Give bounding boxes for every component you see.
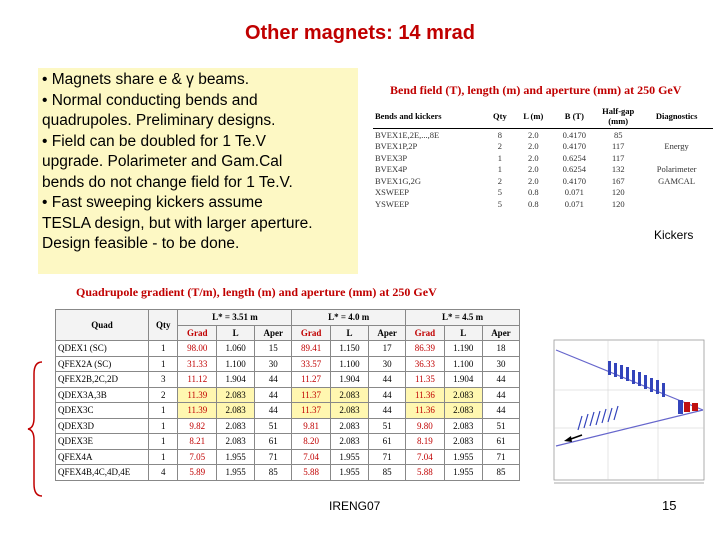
bend-table-cell: YSWEEP bbox=[375, 198, 409, 209]
quad-table-cell: 44 bbox=[255, 403, 292, 419]
bend-table-cell: 117 bbox=[611, 152, 625, 163]
quad-sub-header: L bbox=[330, 325, 368, 341]
bend-table-cell: 132 bbox=[611, 164, 625, 175]
quad-table-cell: 1 bbox=[149, 418, 178, 434]
quad-table-row bbox=[56, 465, 520, 481]
quad-table-cell: 61 bbox=[482, 434, 519, 450]
quad-table-cell: 1 bbox=[149, 449, 178, 465]
quad-table-cell: 1 bbox=[149, 356, 178, 372]
bend-table-cell: BVEX1P,2P bbox=[375, 141, 418, 152]
bend-table-cell: GAMCAL bbox=[658, 175, 696, 186]
bend-header-cell: L (m) bbox=[514, 104, 552, 129]
bend-table-cell: 5 bbox=[497, 187, 503, 198]
quad-table-cell: 71 bbox=[482, 449, 519, 465]
quad-table-row bbox=[56, 449, 520, 465]
quad-table-cell: 4 bbox=[149, 465, 178, 481]
quad-table-cell: QFEX2A (SC) bbox=[56, 356, 149, 372]
quad-table-row bbox=[56, 418, 520, 434]
quad-table-cell: 11.36 bbox=[406, 403, 445, 419]
quad-table-cell: 7.05 bbox=[178, 449, 217, 465]
bend-table-cell bbox=[640, 198, 713, 210]
bend-table-row bbox=[373, 141, 713, 153]
quad-table-cell: 2.083 bbox=[217, 403, 255, 419]
quad-group-header: L* = 4.0 m bbox=[292, 310, 406, 326]
quad-table-cell: QFEX4B,4C,4D,4E bbox=[56, 465, 149, 481]
quad-table-cell: 8.21 bbox=[178, 434, 217, 450]
quad-table-row bbox=[56, 341, 520, 357]
quad-table-row bbox=[56, 387, 520, 403]
quad-table-cell: 2.083 bbox=[217, 387, 255, 403]
quad-table-cell: 1.955 bbox=[330, 449, 368, 465]
quad-table-cell: 30 bbox=[482, 356, 519, 372]
bend-table-cell: BVEX3P bbox=[375, 152, 408, 163]
quad-table-cell: 1.955 bbox=[444, 449, 482, 465]
quad-table-row bbox=[56, 356, 520, 372]
bend-table-cell: 0.4170 bbox=[562, 141, 587, 152]
quad-table-cell: 9.80 bbox=[406, 418, 445, 434]
quad-sub-header: Aper bbox=[369, 325, 406, 341]
bend-table-cell: Energy bbox=[664, 141, 689, 152]
bend-table-cell: BVEX1E,2E,...,8E bbox=[375, 129, 440, 140]
quad-sub-header: Grad bbox=[178, 325, 217, 341]
quad-table-cell: 1.904 bbox=[444, 372, 482, 388]
quad-table-cell: 2.083 bbox=[330, 418, 368, 434]
bend-table-cell: 2 bbox=[497, 141, 503, 152]
bend-table-title: Bend field (T), length (m) and aperture (mm) at 250 GeV bbox=[390, 83, 682, 97]
bend-table-cell: 0.6254 bbox=[562, 152, 587, 163]
quad-table-cell: 5.89 bbox=[178, 465, 217, 481]
quad-table-cell: 17 bbox=[369, 341, 406, 357]
quad-table-cell: 11.12 bbox=[178, 372, 217, 388]
quad-table-cell: 44 bbox=[369, 372, 406, 388]
quad-table-cell: 11.39 bbox=[178, 403, 217, 419]
quad-table-cell: 61 bbox=[369, 434, 406, 450]
bend-header-cell: Qty bbox=[486, 104, 514, 129]
quad-table-cell: 1.060 bbox=[217, 341, 255, 357]
bend-table-cell: 167 bbox=[611, 175, 625, 186]
quad-table-cell: 9.82 bbox=[178, 418, 217, 434]
quad-table-cell: 11.36 bbox=[406, 387, 445, 403]
quad-table-cell: 11.37 bbox=[292, 387, 331, 403]
quad-table-cell: 98.00 bbox=[178, 341, 217, 357]
quad-table-cell: QDEX1 (SC) bbox=[56, 341, 149, 357]
quad-table-cell: 1.955 bbox=[217, 465, 255, 481]
quad-table-cell: QDEX3E bbox=[56, 434, 149, 450]
quad-table-cell: 44 bbox=[482, 387, 519, 403]
quad-table-cell: 8.20 bbox=[292, 434, 331, 450]
bend-table-row bbox=[373, 129, 713, 141]
note-line: • Fast sweeping kickers assume bbox=[42, 194, 263, 211]
quad-table-cell: 44 bbox=[482, 403, 519, 419]
quad-sub-header: Grad bbox=[292, 325, 331, 341]
quad-table-cell: 44 bbox=[255, 387, 292, 403]
note-line: quadrupoles. Preliminary designs. bbox=[42, 112, 276, 129]
note-line: bends do not change field for 1 Te.V. bbox=[42, 173, 293, 191]
bend-table-cell: 0.8 bbox=[527, 198, 539, 209]
note-line: • Magnets share e & γ beams. bbox=[42, 71, 250, 88]
quad-sub-header: Grad bbox=[406, 325, 445, 341]
note-line: TESLA design, but with larger aperture. bbox=[42, 214, 313, 232]
quad-table-cell: 71 bbox=[369, 449, 406, 465]
bend-header-cell: Diagnostics bbox=[640, 104, 713, 129]
quad-sub-header: Aper bbox=[255, 325, 292, 341]
note-line: upgrade. Polarimeter and Gam.Cal bbox=[42, 153, 283, 170]
bend-table-cell: 0.071 bbox=[564, 187, 584, 198]
quad-table-cell: 85 bbox=[369, 465, 406, 481]
quad-table-cell: QDEX3D bbox=[56, 418, 149, 434]
quad-table-cell: 3 bbox=[149, 372, 178, 388]
quad-table-cell: 31.33 bbox=[178, 356, 217, 372]
bend-table-cell: 0.4170 bbox=[562, 129, 587, 140]
quad-table-cell: 33.57 bbox=[292, 356, 331, 372]
bend-table-cell: 2.0 bbox=[527, 175, 539, 186]
brace-icon bbox=[26, 360, 44, 498]
bend-table-cell: 8 bbox=[497, 129, 503, 140]
bend-table-cell: 0.8 bbox=[527, 187, 539, 198]
quad-table-cell: 2.083 bbox=[444, 418, 482, 434]
bend-table-row bbox=[373, 164, 713, 176]
quad-table-cell: 11.35 bbox=[406, 372, 445, 388]
quad-table-cell: QDEX3A,3B bbox=[56, 387, 149, 403]
quad-table-cell: 11.37 bbox=[292, 403, 331, 419]
quad-table-cell: 1.955 bbox=[444, 465, 482, 481]
quad-table-cell: 30 bbox=[369, 356, 406, 372]
bend-table-cell: 120 bbox=[611, 198, 625, 209]
bend-table-cell: XSWEEP bbox=[375, 187, 409, 198]
page-number: 15 bbox=[662, 498, 677, 513]
quad-table-cell: 2.083 bbox=[330, 434, 368, 450]
quad-header-quad: Quad bbox=[56, 310, 149, 341]
quad-table-cell: 7.04 bbox=[406, 449, 445, 465]
quad-table-cell: 85 bbox=[482, 465, 519, 481]
footer-conference: IRENG07 bbox=[329, 499, 381, 513]
bend-table-cell: 0.071 bbox=[564, 198, 584, 209]
quad-table-cell: 1 bbox=[149, 341, 178, 357]
bend-table bbox=[373, 104, 713, 210]
quad-table-title: Quadrupole gradient (T/m), length (m) and aperture (mm) at 250 GeV bbox=[76, 285, 437, 299]
quad-table-cell: 2.083 bbox=[444, 403, 482, 419]
quad-group-header: L* = 3.51 m bbox=[178, 310, 292, 326]
quad-table-cell: 1.955 bbox=[330, 465, 368, 481]
bend-table-cell: Polarimeter bbox=[656, 164, 697, 175]
bend-table-cell: 1 bbox=[497, 164, 503, 175]
quad-table-cell: 1.955 bbox=[217, 449, 255, 465]
quad-table-cell: 1 bbox=[149, 434, 178, 450]
bend-table-row bbox=[373, 152, 713, 164]
quad-header-qty: Qty bbox=[149, 310, 178, 341]
quad-table-cell: QFEX2B,2C,2D bbox=[56, 372, 149, 388]
quad-sub-header: Aper bbox=[482, 325, 519, 341]
quad-table-cell: 44 bbox=[255, 372, 292, 388]
quad-table-cell: QDEX3C bbox=[56, 403, 149, 419]
quad-table-cell: 61 bbox=[255, 434, 292, 450]
quad-table-cell: 15 bbox=[255, 341, 292, 357]
quad-sub-header: L bbox=[444, 325, 482, 341]
quad-table-cell: 86.39 bbox=[406, 341, 445, 357]
bend-header-cell: B (T) bbox=[552, 104, 596, 129]
quad-table-cell: 5.88 bbox=[406, 465, 445, 481]
quad-table-cell: QFEX4A bbox=[56, 449, 149, 465]
bend-table-row bbox=[373, 187, 713, 199]
quad-table-cell: 85 bbox=[255, 465, 292, 481]
quad-table-cell: 2.083 bbox=[330, 387, 368, 403]
quad-table-row bbox=[56, 434, 520, 450]
quad-table-cell: 1.100 bbox=[444, 356, 482, 372]
quad-table-cell: 18 bbox=[482, 341, 519, 357]
quad-table-cell: 44 bbox=[369, 403, 406, 419]
quad-table-cell: 51 bbox=[482, 418, 519, 434]
quad-table-cell: 2.083 bbox=[444, 434, 482, 450]
notes-box bbox=[38, 68, 358, 274]
quad-table-cell: 36.33 bbox=[406, 356, 445, 372]
bend-table-cell: 2 bbox=[497, 175, 503, 186]
quad-table-cell: 2.083 bbox=[217, 434, 255, 450]
bend-table-cell: 2.0 bbox=[527, 152, 539, 163]
note-line: Design feasible - to be done. bbox=[42, 235, 240, 252]
slide-title: Other magnets: 14 mrad bbox=[244, 22, 476, 44]
quad-table-row bbox=[56, 372, 520, 388]
bend-table-row bbox=[373, 175, 713, 187]
quad-sub-header: L bbox=[217, 325, 255, 341]
bend-table-row bbox=[373, 198, 713, 210]
quad-table-cell: 44 bbox=[482, 372, 519, 388]
beam-plot-image bbox=[538, 328, 708, 494]
quad-table-cell: 2.083 bbox=[330, 403, 368, 419]
quad-table-cell: 1.100 bbox=[217, 356, 255, 372]
bend-header-cell: Half-gap (mm) bbox=[596, 104, 640, 129]
quad-table-cell: 2.083 bbox=[444, 387, 482, 403]
bend-table-cell: 0.6254 bbox=[562, 164, 587, 175]
quad-table-cell: 1.904 bbox=[217, 372, 255, 388]
quad-table-cell: 8.19 bbox=[406, 434, 445, 450]
bend-table-cell: 85 bbox=[613, 129, 623, 140]
bend-table-cell: 2.0 bbox=[527, 129, 539, 140]
bend-table-cell: 117 bbox=[611, 141, 625, 152]
bend-table-cell: BVEX4P bbox=[375, 164, 408, 175]
bend-table-cell: 2.0 bbox=[527, 141, 539, 152]
quad-table-cell: 5.88 bbox=[292, 465, 331, 481]
quad-table-cell: 51 bbox=[369, 418, 406, 434]
kickers-label: Kickers bbox=[654, 228, 694, 242]
bend-table-cell bbox=[640, 152, 713, 164]
bend-table-cell bbox=[640, 129, 713, 141]
quad-table-cell: 1.150 bbox=[330, 341, 368, 357]
quad-table-cell: 1 bbox=[149, 403, 178, 419]
bend-table-cell: 2.0 bbox=[527, 164, 539, 175]
quad-table-row bbox=[56, 403, 520, 419]
quad-table-cell: 11.27 bbox=[292, 372, 331, 388]
bend-table-cell: 5 bbox=[497, 198, 503, 209]
quad-table-cell: 7.04 bbox=[292, 449, 331, 465]
quad-table-cell: 2.083 bbox=[217, 418, 255, 434]
quad-table-cell: 11.39 bbox=[178, 387, 217, 403]
quad-table-cell: 2 bbox=[149, 387, 178, 403]
bend-table-cell: 1 bbox=[497, 152, 503, 163]
quad-table bbox=[55, 309, 520, 481]
quad-table-cell: 1.904 bbox=[330, 372, 368, 388]
bend-header-cell: Bends and kickers bbox=[373, 104, 486, 129]
bend-table-cell: BVEX1G,2G bbox=[375, 175, 422, 186]
note-line: • Field can be doubled for 1 Te.V bbox=[42, 132, 267, 150]
bend-table-cell: 0.4170 bbox=[562, 175, 587, 186]
bend-table-cell: 120 bbox=[611, 187, 625, 198]
quad-table-cell: 44 bbox=[369, 387, 406, 403]
quad-table-cell: 1.100 bbox=[330, 356, 368, 372]
quad-table-cell: 30 bbox=[255, 356, 292, 372]
quad-table-cell: 1.190 bbox=[444, 341, 482, 357]
quad-table-cell: 71 bbox=[255, 449, 292, 465]
quad-group-header: L* = 4.5 m bbox=[406, 310, 520, 326]
bend-table-header bbox=[373, 104, 713, 129]
quad-table-cell: 89.41 bbox=[292, 341, 331, 357]
quad-header-row bbox=[56, 310, 520, 326]
quad-table-cell: 51 bbox=[255, 418, 292, 434]
bend-table-cell bbox=[640, 187, 713, 199]
note-line: • Normal conducting bends and bbox=[42, 91, 258, 109]
quad-table-cell: 9.81 bbox=[292, 418, 331, 434]
